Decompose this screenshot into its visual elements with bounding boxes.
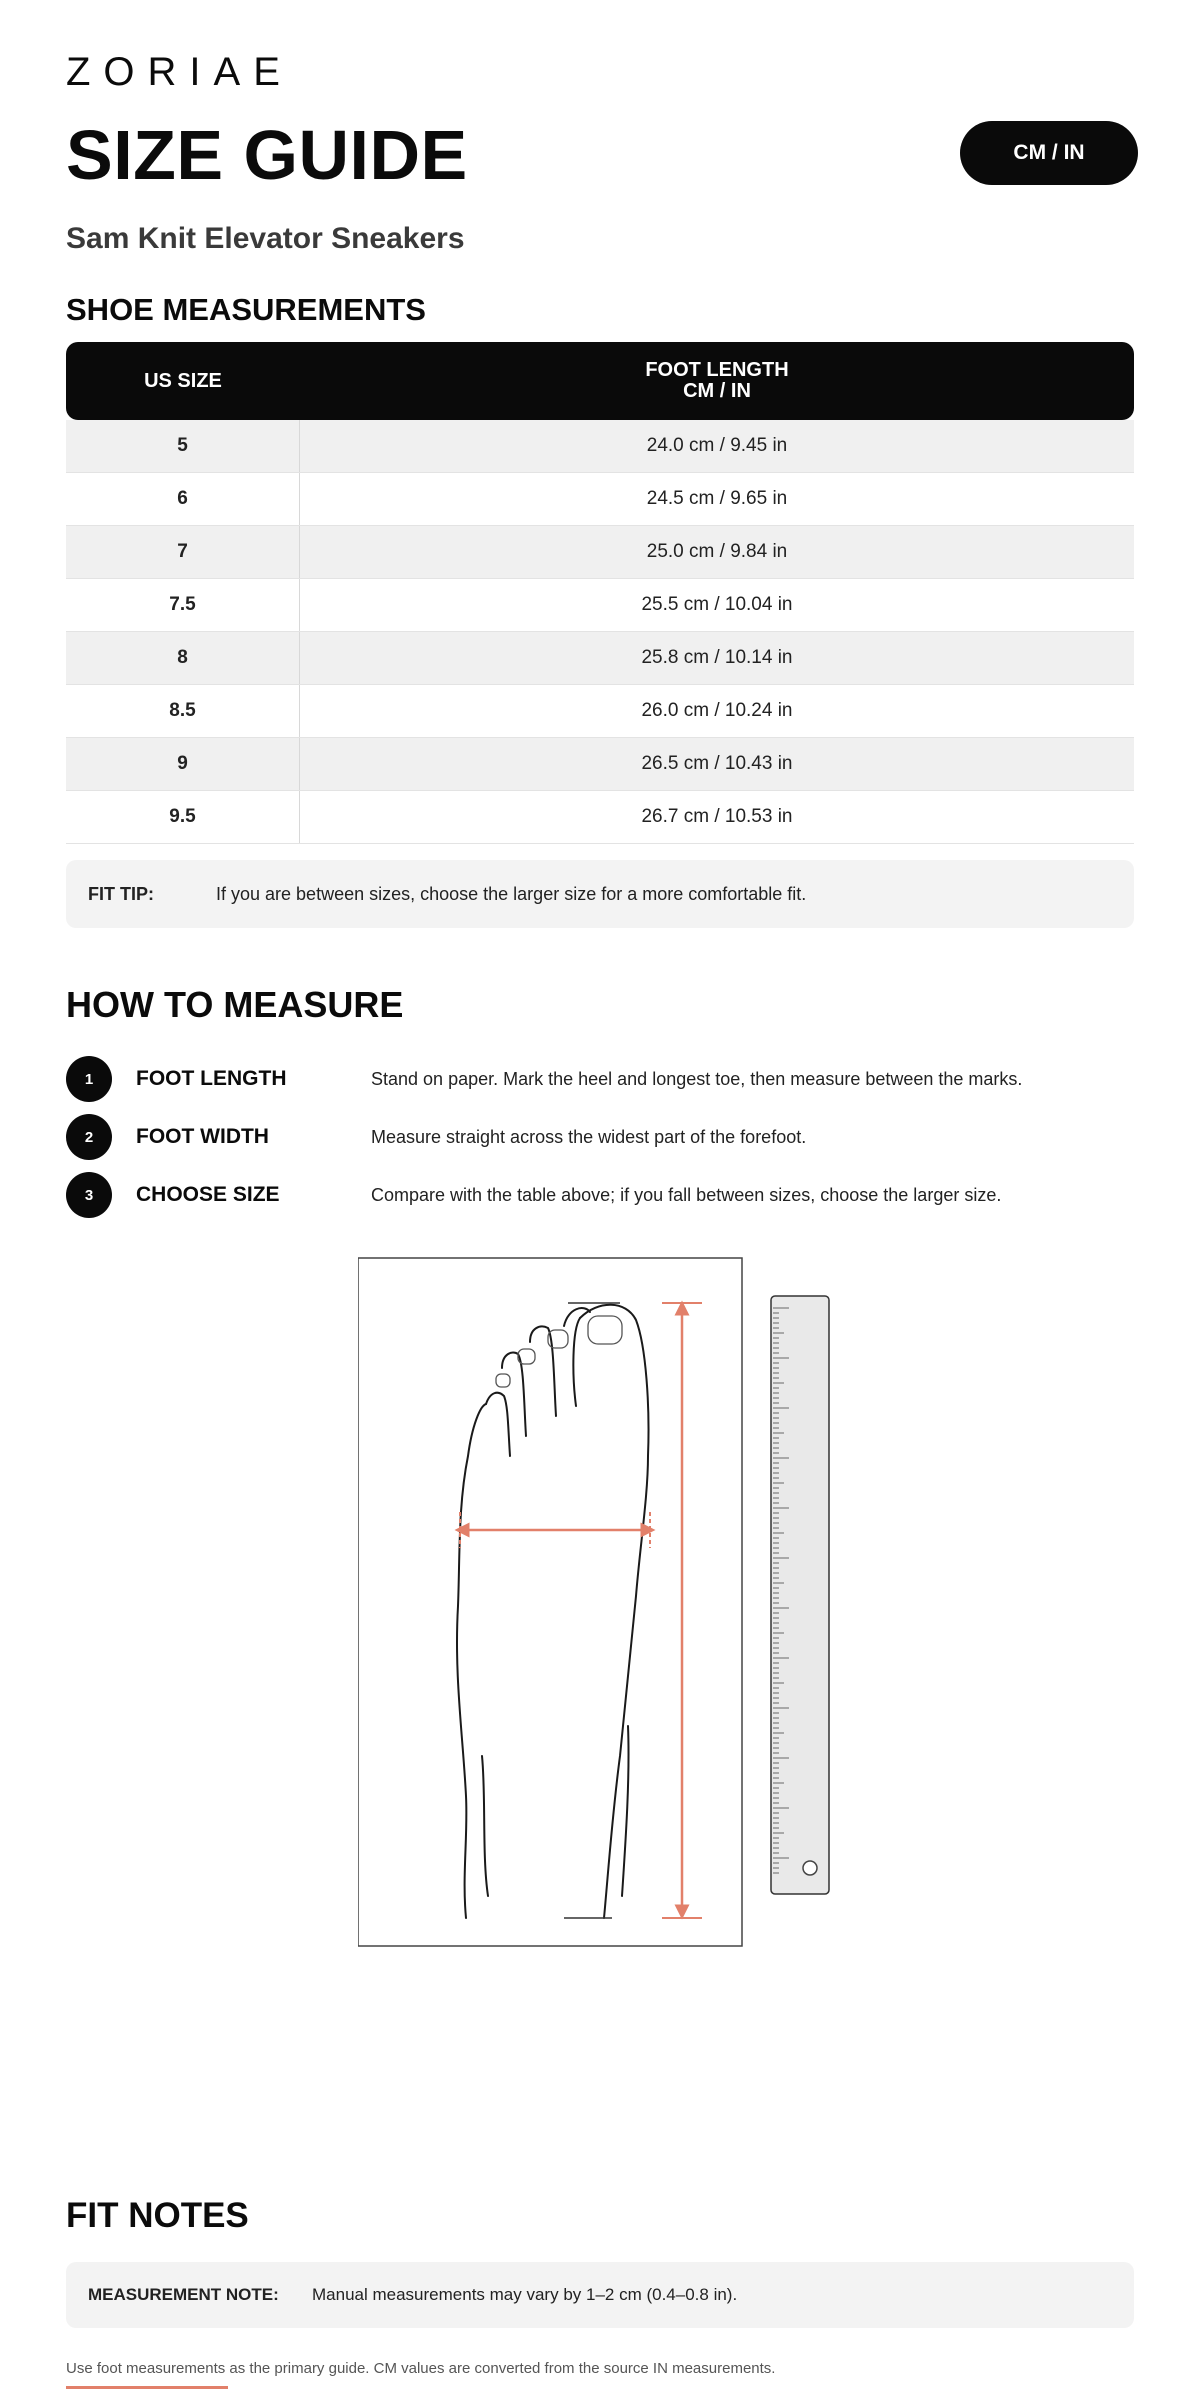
size-table-header (66, 342, 1134, 420)
table-row (66, 526, 1134, 579)
page-title: SIZE GUIDE (66, 116, 468, 194)
col-foot-length-title: FOOT LENGTH (645, 359, 789, 381)
foot-measure-illustration (358, 1256, 918, 1956)
size-cell: 6 (66, 473, 300, 525)
size-cell: 7.5 (66, 579, 300, 631)
measurement-note-label: MEASUREMENT NOTE: (88, 2285, 279, 2304)
fit-tip-text: If you are between sizes, choose the larger size for a more comfortable fit. (216, 883, 807, 904)
step-name: FOOT LENGTH (136, 1067, 287, 1090)
step-number: 1 (66, 1056, 112, 1102)
length-cell: 26.5 cm / 10.43 in (641, 753, 793, 774)
length-cell: 25.0 cm / 9.84 in (646, 541, 788, 562)
length-cell: 25.8 cm / 10.14 in (641, 647, 793, 668)
step-description: Stand on paper. Mark the heel and longest toe, then measure between the marks. (371, 1068, 1023, 1089)
table-row (66, 632, 1134, 685)
step-description: Measure straight across the widest part of the forefoot. (371, 1126, 807, 1147)
step-name: FOOT WIDTH (136, 1125, 269, 1148)
how-to-measure-heading: HOW TO MEASURE (66, 984, 404, 1025)
length-cell: 26.7 cm / 10.53 in (641, 806, 793, 827)
fit-notes-heading: FIT NOTES (66, 2196, 249, 2235)
fit-tip-label: FIT TIP: (88, 883, 154, 904)
size-cell: 5 (66, 420, 300, 472)
table-row (66, 420, 1134, 473)
size-table (66, 342, 1134, 844)
table-row (66, 473, 1134, 526)
measurement-note-box (66, 2262, 1134, 2328)
step-description: Compare with the table above; if you fall between sizes, choose the larger size. (371, 1184, 1002, 1205)
col-foot-length (300, 360, 1134, 402)
table-row (66, 791, 1134, 844)
length-cell: 24.0 cm / 9.45 in (646, 435, 788, 456)
step-foot-length (66, 1055, 1134, 1103)
length-cell: 24.5 cm / 9.65 in (646, 488, 788, 509)
step-number: 2 (66, 1114, 112, 1160)
paper-sheet (358, 1258, 742, 1946)
footer-accent-line (66, 2386, 228, 2389)
length-cell: 26.0 cm / 10.24 in (641, 700, 793, 721)
col-us-size: US SIZE (144, 369, 222, 392)
brand-logo: ZORIAE (66, 50, 293, 94)
length-cell: 25.5 cm / 10.04 in (641, 594, 793, 615)
col-foot-length-units: CM / IN (683, 380, 751, 402)
size-cell: 8 (66, 632, 300, 684)
product-name: Sam Knit Elevator Sneakers (66, 222, 465, 255)
size-cell: 8.5 (66, 685, 300, 737)
table-row (66, 579, 1134, 632)
size-cell: 7 (66, 526, 300, 578)
unit-toggle-button[interactable]: CM / IN (960, 121, 1138, 185)
fit-tip-box (66, 860, 1134, 928)
step-foot-width (66, 1113, 1134, 1161)
ruler (771, 1296, 829, 1894)
size-table-body (66, 420, 1134, 844)
measurement-note-text: Manual measurements may vary by 1–2 cm (0.4–0.8 in). (312, 2285, 738, 2304)
size-cell: 9.5 (66, 791, 300, 843)
measurements-heading: SHOE MEASUREMENTS (66, 292, 426, 327)
step-name: CHOOSE SIZE (136, 1183, 280, 1206)
size-cell: 9 (66, 738, 300, 790)
step-number: 3 (66, 1172, 112, 1218)
step-choose-size (66, 1171, 1134, 1219)
table-row (66, 738, 1134, 791)
footer-note: Use foot measurements as the primary guide. CM values are converted from the source IN measurements. (66, 2360, 776, 2377)
table-row (66, 685, 1134, 738)
